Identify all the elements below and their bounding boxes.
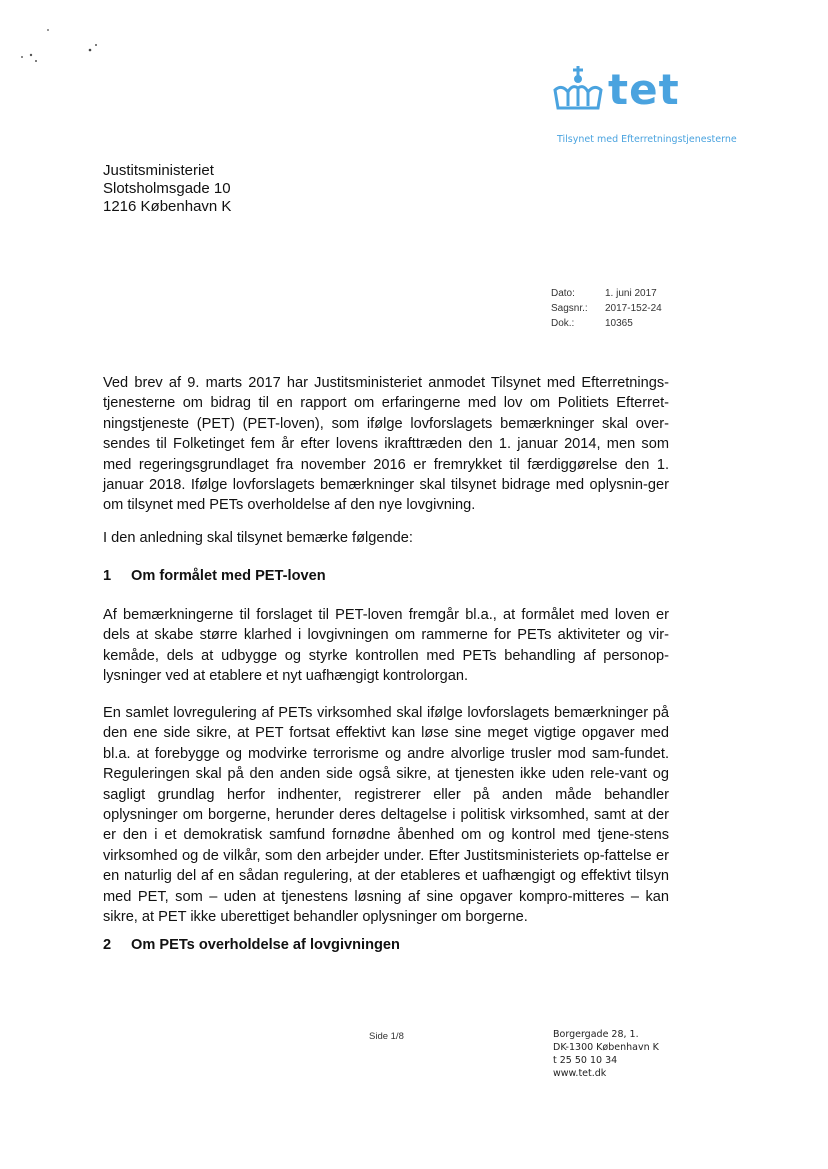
- footer-line: DK-1300 København K: [553, 1042, 659, 1053]
- recipient-line: Justitsministeriet: [103, 162, 214, 179]
- intro-note: I den anledning skal tilsynet bemærke følgende:: [103, 530, 413, 546]
- section-number: 2: [103, 937, 112, 953]
- footer-address: [553, 1028, 659, 1080]
- section-title: Om formålet med PET-loven: [131, 568, 326, 584]
- logo-wordmark: tet: [608, 65, 680, 114]
- section-number: 1: [103, 568, 112, 584]
- footer-line: t 25 50 10 34: [553, 1055, 618, 1066]
- footer-line: www.tet.dk: [553, 1068, 607, 1079]
- meta-label: Sagsnr.:: [551, 303, 588, 314]
- meta-label: Dato:: [551, 288, 575, 299]
- page-number: Side 1/8: [369, 1031, 404, 1042]
- meta-value: 10365: [605, 318, 633, 329]
- section1-paragraph: Af bemærkningerne til forslaget til PET-loven fremgår bl.a., at formålet med loven er dels at skabe større klarhed i lovgivningen om rammerne for PETs aktiviteter og vir-kemåde, dels at udbygge og styrke kontrollen med PETs behandling af personop-lysninger ved at etablere et nyt uafhængigt kontrolorgan.: [103, 607, 669, 685]
- section-title: Om PETs overholdelse af lovgivningen: [131, 937, 400, 953]
- intro-paragraph: Ved brev af 9. marts 2017 har Justitsministeriet anmodet Tilsynet med Efterretnings-tjenesterne om bidrag til en rapport om erfaringerne med lov om Politiets Efterret-ningstjeneste (PET) (PET-loven), som ifølge lovforslagets bemærkninger skal over-sendes til Folketinget fem år efter lovens ikrafttræden den 1. januar 2014, men som med regeringsgrundlaget fra november 2016 er fremrykket til færdiggørelse den 1. januar 2018. Ifølge lovforslagets bemærkninger skal tilsynet bidrage med oplysnin-ger om tilsynet med PETs overholdelse af den nye lovgivning.: [103, 375, 669, 514]
- section-heading-2: [103, 935, 400, 955]
- scan-specks: [0, 0, 120, 80]
- meta-row-case: [551, 301, 662, 316]
- crown-icon: [552, 64, 608, 120]
- document-meta: [551, 286, 662, 331]
- section1-paragraph: En samlet lovregulering af PETs virksomhed skal ifølge lovforslagets bemærkninger på den ene side sikre, at PET fortsat effektivt kan løse sine meget vigtige opgaver med bl.a. at forebygge og modvirke terrorisme og andre alvorlige trusler mod sam-fundet. Reguleringen skal på den anden side også sikre, at tjenesten ikke uden rele-vant og sagligt grundlag herfor indhenter, registrerer eller på anden måde behandler oplysninger om borgerne, herunder deres deltagelse i politisk virksomhed, samt at der er den i et demokratisk samfund fornødne åbenhed om og kontrol med tjene-stens virksomhed og de vilkår, som den arbejder under. Efter Justitsministeriets op-fattelse er en naturlig del af en sådan regulering, at der etableres et uafhængigt og effektivt tilsyn med PET, som – uden at tjenestens løsning af sine opgaver kompro-mitteres – kan sikre, at PET ikke uberettiget behandler oplysninger om borgerne.: [103, 705, 669, 926]
- logo-subtitle: Tilsynet med Efterretningstjenesterne: [557, 134, 737, 145]
- meta-label: Dok.:: [551, 318, 575, 329]
- recipient-address: [103, 162, 231, 216]
- meta-value: 2017-152-24: [605, 303, 662, 314]
- section-heading-1: [103, 566, 326, 586]
- recipient-line: 1216 København K: [103, 198, 232, 215]
- meta-value: 1. juni 2017: [605, 288, 657, 299]
- meta-row-doc: [551, 316, 662, 331]
- footer-line: Borgergade 28, 1.: [553, 1029, 639, 1040]
- recipient-line: Slotsholmsgade 10: [103, 180, 231, 197]
- meta-row-date: [551, 286, 662, 301]
